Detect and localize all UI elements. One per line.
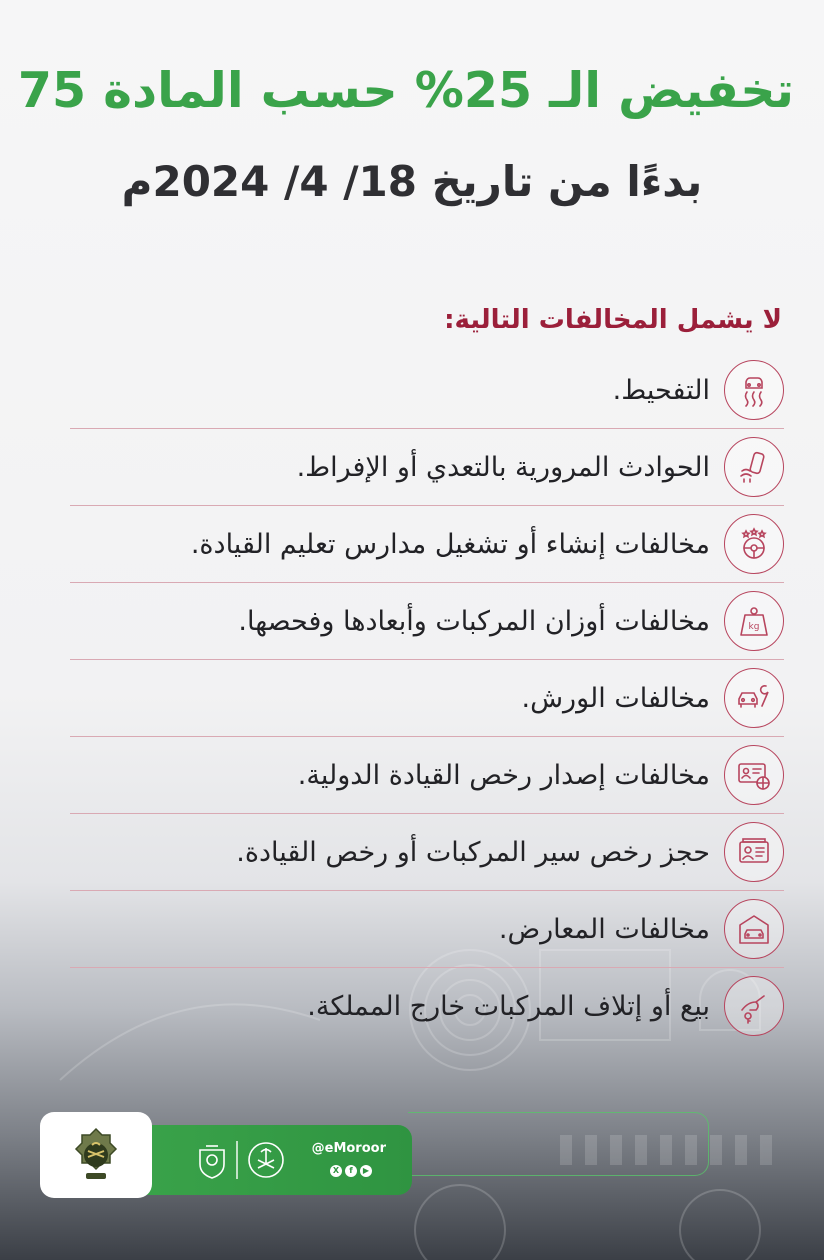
item-label: مخالفات الورش.: [521, 682, 710, 714]
facebook-icon[interactable]: f: [345, 1165, 357, 1177]
drifting-car-icon: [724, 360, 784, 420]
item-label: مخالفات المعارض.: [498, 913, 710, 945]
list-item: [70, 891, 784, 968]
list-item: [70, 737, 784, 814]
international-license-icon: [724, 745, 784, 805]
footer-divider: [236, 1141, 238, 1179]
license-card-icon: [724, 822, 784, 882]
footer-outline-decoration: [408, 1112, 709, 1176]
item-label: حجز رخص سير المركبات أو رخص القيادة.: [236, 836, 710, 868]
social-icons: [330, 1165, 372, 1177]
social-handle[interactable]: @eMoroor: [311, 1141, 386, 1156]
footer-bar: [128, 1125, 412, 1195]
x-icon[interactable]: X: [330, 1165, 342, 1177]
headline-discount: تخفيض الـ 25% حسب المادة 75: [17, 62, 794, 119]
item-label: بيع أو إتلاف المركبات خارج المملكة.: [307, 990, 710, 1022]
svg-text:kg: kg: [748, 622, 760, 632]
traffic-department-logo-icon: [190, 1138, 234, 1182]
list-item: [70, 352, 784, 429]
police-emblem-icon: [64, 1123, 128, 1187]
youtube-icon[interactable]: ▶: [360, 1165, 372, 1177]
steering-wheel-stars-icon: [724, 514, 784, 574]
list-item: [70, 968, 784, 1044]
car-wrench-icon: [724, 668, 784, 728]
item-label: مخالفات إنشاء أو تشغيل مدارس تعليم القيادة.: [190, 528, 710, 560]
item-label: مخالفات إصدار رخص القيادة الدولية.: [297, 759, 710, 791]
item-label: مخالفات أوزان المركبات وأبعادها وفحصها.: [238, 605, 710, 637]
headline-start-date: بدءًا من تاريخ 18/ 4/ 2024م: [121, 157, 703, 206]
weight-kg-icon: [724, 591, 784, 651]
list-item: [70, 429, 784, 506]
hand-key-icon: [724, 976, 784, 1036]
car-collision-icon: [724, 437, 784, 497]
item-label: الحوادث المرورية بالتعدي أو الإفراط.: [296, 451, 710, 483]
car-showroom-icon: [724, 899, 784, 959]
ministry-emblem-icon: [244, 1138, 288, 1182]
list-item: [70, 814, 784, 891]
list-item: [70, 583, 784, 660]
item-label: التفحيط.: [612, 374, 710, 406]
exclusions-intro: لا يشمل المخالفات التالية:: [444, 305, 782, 335]
police-emblem-box: [40, 1112, 152, 1198]
exclusions-list: [70, 352, 784, 1044]
list-item: [70, 506, 784, 583]
list-item: [70, 660, 784, 737]
